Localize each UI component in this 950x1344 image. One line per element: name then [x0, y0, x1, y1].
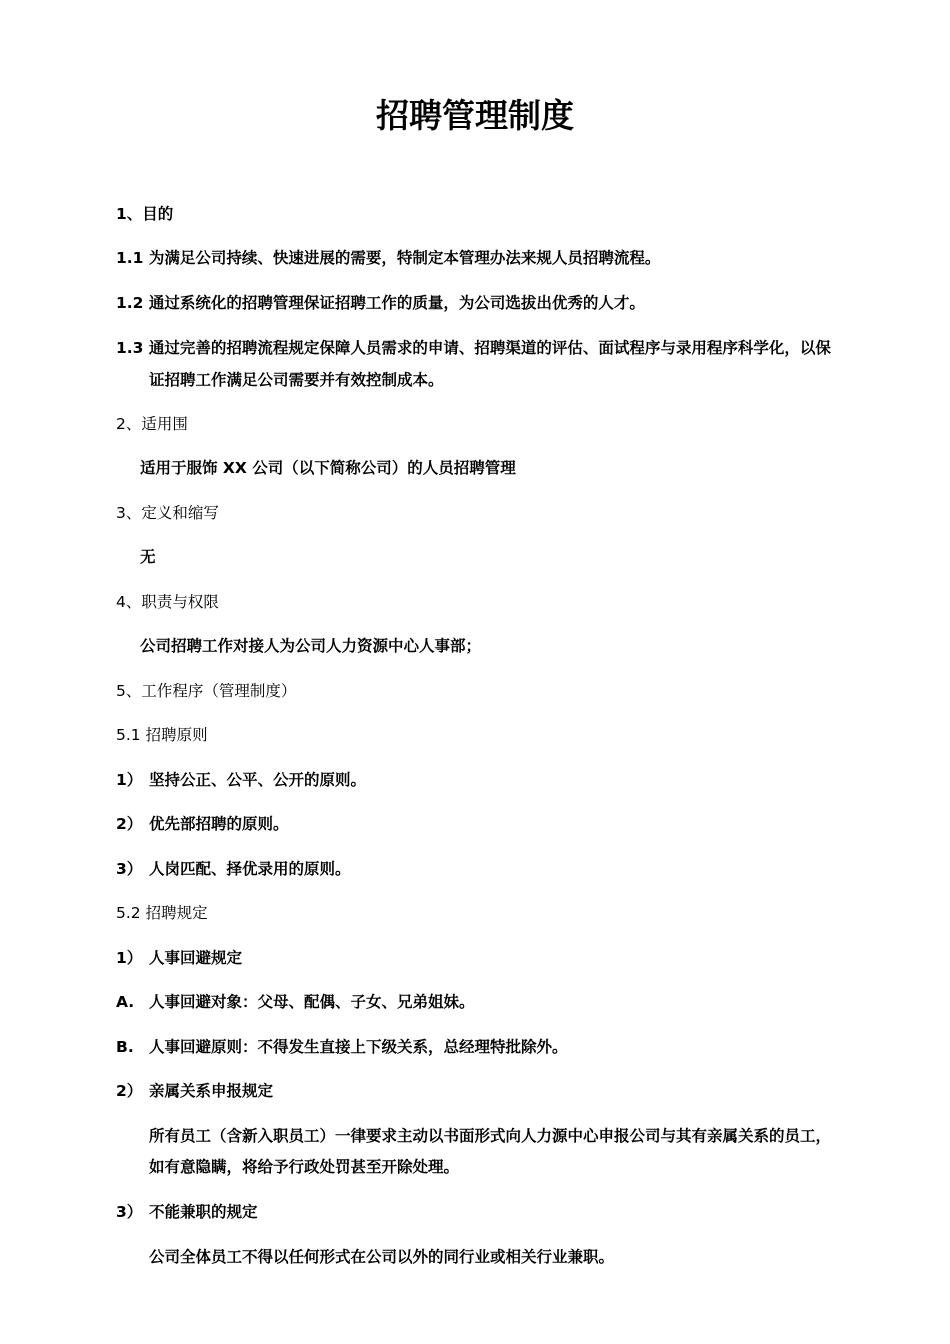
section-3-body: 无: [140, 548, 156, 566]
rule-label: 3）: [116, 1203, 143, 1221]
section-1-3: 1.3 通过完善的招聘流程规定保障人员需求的申请、招聘渠道的评估、面试程序与录用程序科学化，以保证招聘工作满足公司需要并有效控制成本。: [116, 339, 831, 389]
rule-3-title: [116, 1201, 258, 1223]
principle-item-3: [116, 858, 351, 880]
rule-3-body: 公司全体员工不得以任何形式在公司以外的同行业或相关行业兼职。: [149, 1248, 615, 1266]
rule-1-a: [116, 991, 475, 1013]
section-5-2-heading: 5.2 招聘规定: [116, 904, 208, 922]
rule-title-text: 亲属关系申报规定: [149, 1082, 274, 1100]
section-5-1-heading: 5.1 招聘原则: [116, 726, 208, 744]
rule-1-b: [116, 1036, 568, 1058]
principle-item-1: [116, 769, 366, 791]
rule-1-title: [116, 947, 242, 969]
rule-2-body: 所有员工（含新入职员工）一律要求主动以书面形式向人力源中心申报公司与其有亲属关系的员工，如有意隐瞒，将给予行政处罚甚至开除处理。: [149, 1127, 832, 1176]
rule-title-text: 人事回避规定: [149, 949, 243, 967]
document-title: 招聘管理制度: [376, 96, 574, 135]
section-2-heading: 2、适用围: [116, 415, 188, 433]
rule-label: 2）: [116, 1082, 143, 1100]
sub-text: 人事回避对象：父母、配偶、子女、兄弟姐妹。: [149, 993, 475, 1011]
sub-label: A.: [116, 993, 135, 1011]
section-2-body: 适用于服饰 XX 公司（以下简称公司）的人员招聘管理: [140, 459, 516, 477]
item-text: 人岗匹配、择优录用的原则。: [149, 860, 351, 878]
sub-label: B.: [116, 1038, 134, 1056]
section-1-heading: 1、目的: [116, 205, 174, 223]
rule-2-title: [116, 1080, 273, 1102]
section-5-heading: 5、工作程序（管理制度）: [116, 682, 297, 700]
sub-text: 人事回避原则：不得发生直接上下级关系，总经理特批除外。: [149, 1038, 568, 1056]
item-label: 3）: [116, 860, 143, 878]
item-label: 2）: [116, 815, 143, 833]
section-4-body: 公司招聘工作对接人为公司人力资源中心人事部；: [140, 637, 482, 655]
section-1-1: 1.1 为满足公司持续、快速进展的需要，特制定本管理办法来规人员招聘流程。: [116, 249, 661, 267]
section-3-heading: 3、定义和缩写: [116, 504, 219, 522]
section-4-heading: 4、职责与权限: [116, 593, 219, 611]
item-label: 1）: [116, 771, 143, 789]
item-text: 坚持公正、公平、公开的原则。: [149, 771, 367, 789]
rule-label: 1）: [116, 949, 143, 967]
rule-title-text: 不能兼职的规定: [149, 1203, 258, 1221]
section-1-2: 1.2 通过系统化的招聘管理保证招聘工作的质量，为公司选拔出优秀的人才。: [116, 294, 645, 312]
item-text: 优先部招聘的原则。: [149, 815, 289, 833]
principle-item-2: [116, 813, 289, 835]
